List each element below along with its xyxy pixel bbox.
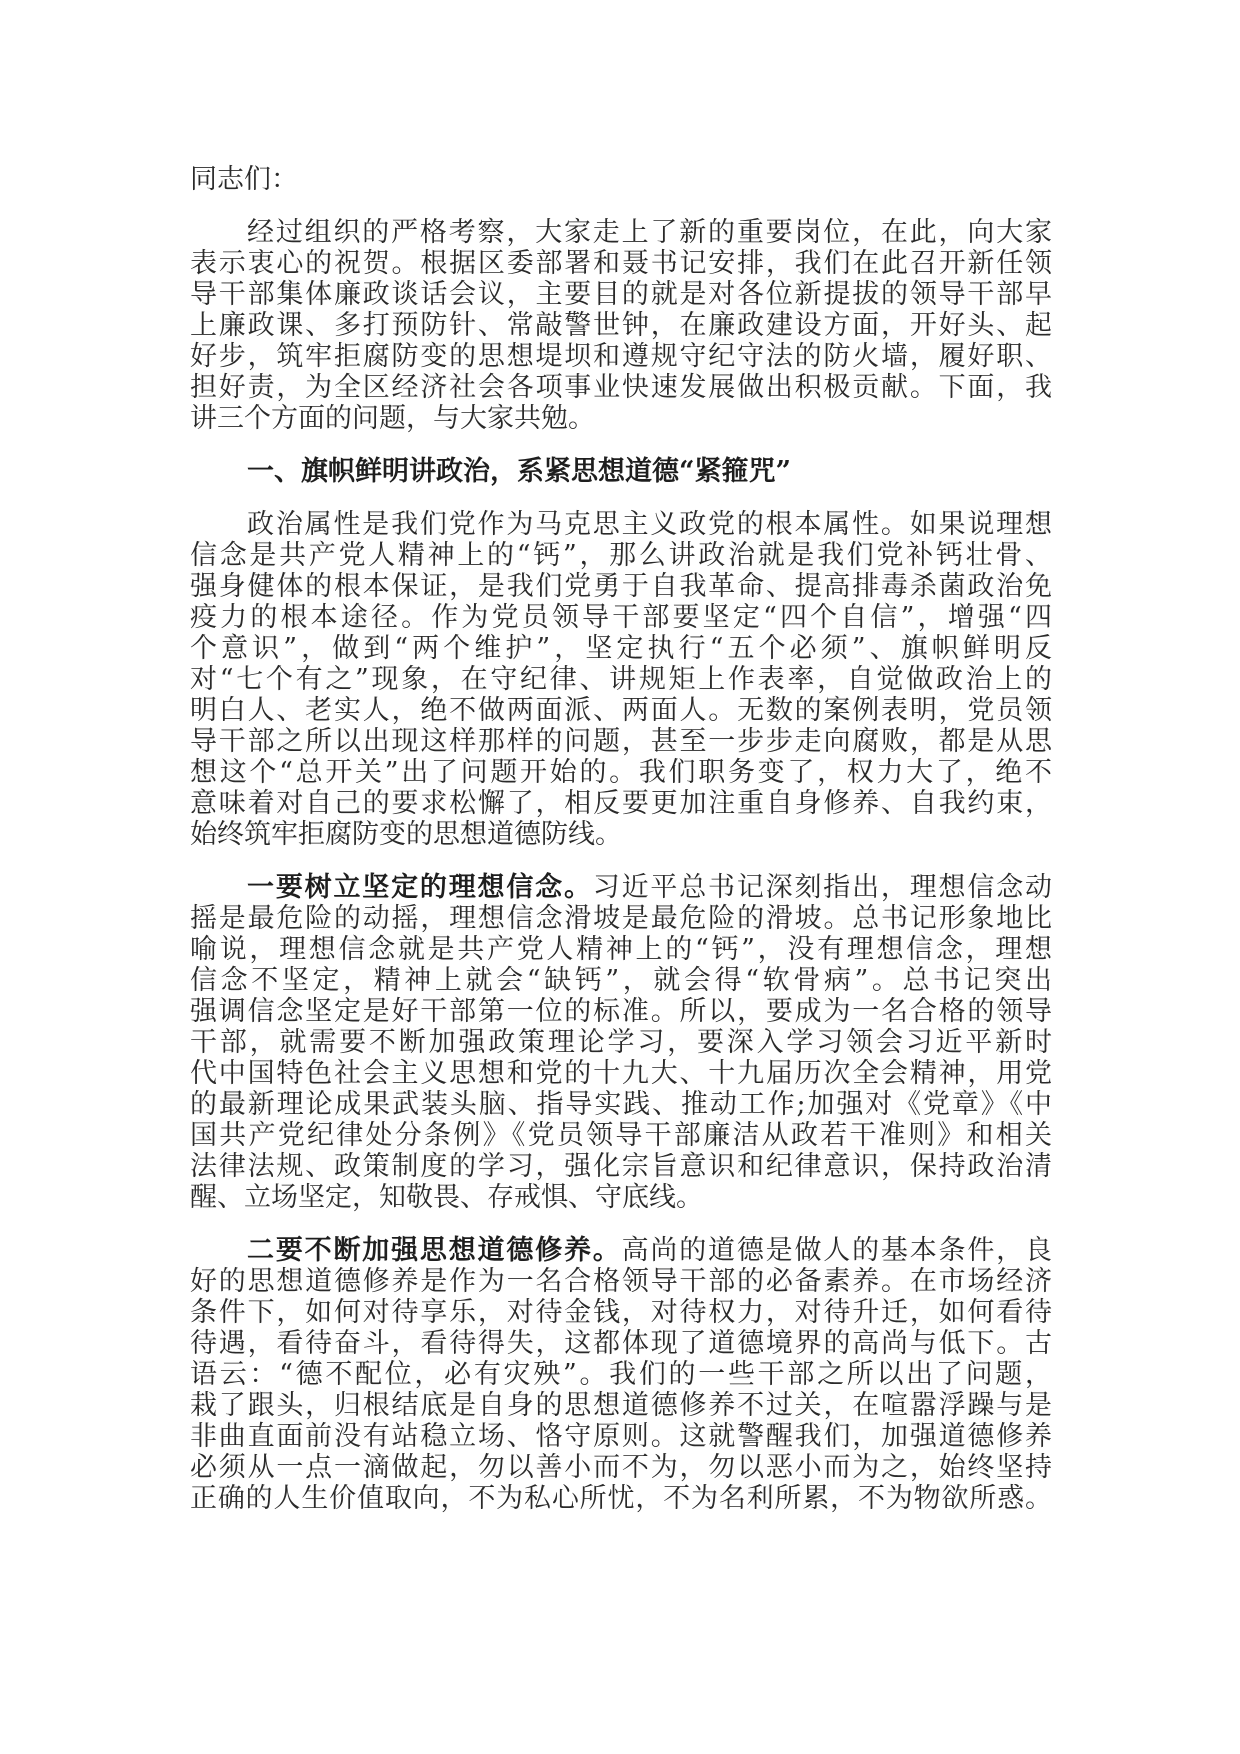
- text-line: 栽了跟头，归根结底是自身的思想道德修养不过关，在喧嚣浮躁与是: [190, 1390, 1052, 1421]
- politics-paragraph: [190, 509, 1052, 850]
- text-line: 政治属性是我们党作为马克思主义政党的根本属性。如果说理想: [247, 509, 1052, 540]
- text-line: 语云：“德不配位，必有灾殃”。我们的一些干部之所以出了问题，: [190, 1359, 1052, 1390]
- text-line: 的最新理论成果武装头脑、指导实践、推动工作;加强对《党章》《中: [190, 1089, 1052, 1120]
- text-line: 喻说，理想信念就是共产党人精神上的“钙”，没有理想信念，理想: [190, 934, 1052, 965]
- bold-lead-sentence: 二要不断加强思想道德修养。: [247, 1235, 622, 1266]
- text-line: 信念不坚定，精神上就会“缺钙”，就会得“软骨病”。总书记突出: [190, 965, 1052, 996]
- text-line: [190, 1235, 1052, 1266]
- text-line: 讲三个方面的问题，与大家共勉。: [190, 403, 595, 434]
- text-line: 摇是最危险的动摇，理想信念滑坡是最危险的滑坡。总书记形象地比: [190, 903, 1052, 934]
- text-line: 强调信念坚定是好干部第一位的标准。所以，要成为一名合格的领导: [190, 996, 1052, 1027]
- text-line: 信念是共产党人精神上的“钙”，那么讲政治就是我们党补钙壮骨、: [190, 540, 1052, 571]
- line-text: 高尚的道德是做人的基本条件，良: [621, 1235, 1053, 1266]
- text-line: 明白人、老实人，绝不做两面派、两面人。无数的案例表明，党员领: [190, 695, 1052, 726]
- text-line: 醒、立场坚定，知敬畏、存戒惧、守底线。: [190, 1182, 703, 1213]
- morality-paragraph: [190, 1235, 1052, 1514]
- text-line: 意味着对自己的要求松懈了，相反要更加注重自身修养、自我约束，: [190, 788, 1052, 819]
- line-text: 习近平总书记深刻指出，理想信念动: [592, 872, 1053, 903]
- text-line: 干部，就需要不断加强政策理论学习，要深入学习领会习近平新时: [190, 1027, 1052, 1058]
- text-line: 法律法规、政策制度的学习，强化宗旨意识和纪律意识，保持政治清: [190, 1151, 1052, 1182]
- text-line: 对“七个有之”现象，在守纪律、讲规矩上作表率，自觉做政治上的: [190, 664, 1052, 695]
- text-line: 好的思想道德修养是作为一名合格领导干部的必备素养。在市场经济: [190, 1266, 1052, 1297]
- speech-body: [190, 164, 1052, 1514]
- text-line: 疫力的根本途径。作为党员领导干部要坚定“四个自信”，增强“四: [190, 602, 1052, 633]
- text-line: [190, 872, 1052, 903]
- text-line: 经过组织的严格考察，大家走上了新的重要岗位，在此，向大家: [247, 217, 1052, 248]
- text-line: 强身健体的根本保证，是我们党勇于自我革命、提高排毒杀菌政治免: [190, 571, 1052, 602]
- text-line: 条件下，如何对待享乐，对待金钱，对待权力，对待升迁，如何看待: [190, 1297, 1052, 1328]
- text-line: 始终筑牢拒腐防变的思想道德防线。: [190, 819, 622, 850]
- text-line: 待遇，看待奋斗，看待得失，这都体现了道德境界的高尚与低下。古: [190, 1328, 1052, 1359]
- text-line: 表示衷心的祝贺。根据区委部署和聂书记安排，我们在此召开新任领: [190, 248, 1052, 279]
- bold-lead-sentence: 一要树立坚定的理想信念。: [247, 872, 593, 903]
- text-line: 想这个“总开关”出了问题开始的。我们职务变了，权力大了，绝不: [190, 757, 1052, 788]
- section-heading: 一、旗帜鲜明讲政治，系紧思想道德“紧箍咒”: [247, 456, 792, 487]
- text-line: 上廉政课、多打预防针、常敲警世钟，在廉政建设方面，开好头、起: [190, 310, 1052, 341]
- text-line: 必须从一点一滴做起，勿以善小而不为，勿以恶小而为之，始终坚持: [190, 1452, 1052, 1483]
- text-line: 担好责，为全区经济社会各项事业快速发展做出积极贡献。下面，我: [190, 372, 1052, 403]
- greeting: 同志们：: [190, 164, 298, 195]
- text-line: 代中国特色社会主义思想和党的十九大、十九届历次全会精神，用党: [190, 1058, 1052, 1089]
- ideals-paragraph: [190, 872, 1052, 1213]
- text-line: 正确的人生价值取向，不为私心所忧，不为名利所累，不为物欲所惑。: [190, 1483, 1052, 1514]
- text-line: 好步，筑牢拒腐防变的思想堤坝和遵规守纪守法的防火墙，履好职、: [190, 341, 1052, 372]
- text-line: 导干部之所以出现这样那样的问题，甚至一步步走向腐败，都是从思: [190, 726, 1052, 757]
- text-line: 国共产党纪律处分条例》《党员领导干部廉洁从政若干准则》和相关: [190, 1120, 1052, 1151]
- text-line: 导干部集体廉政谈话会议，主要目的就是对各位新提拔的领导干部早: [190, 279, 1052, 310]
- intro-paragraph: [190, 217, 1052, 434]
- text-line: 非曲直面前没有站稳立场、恪守原则。这就警醒我们，加强道德修养: [190, 1421, 1052, 1452]
- text-line: 个意识”，做到“两个维护”，坚定执行“五个必须”、旗帜鲜明反: [190, 633, 1052, 664]
